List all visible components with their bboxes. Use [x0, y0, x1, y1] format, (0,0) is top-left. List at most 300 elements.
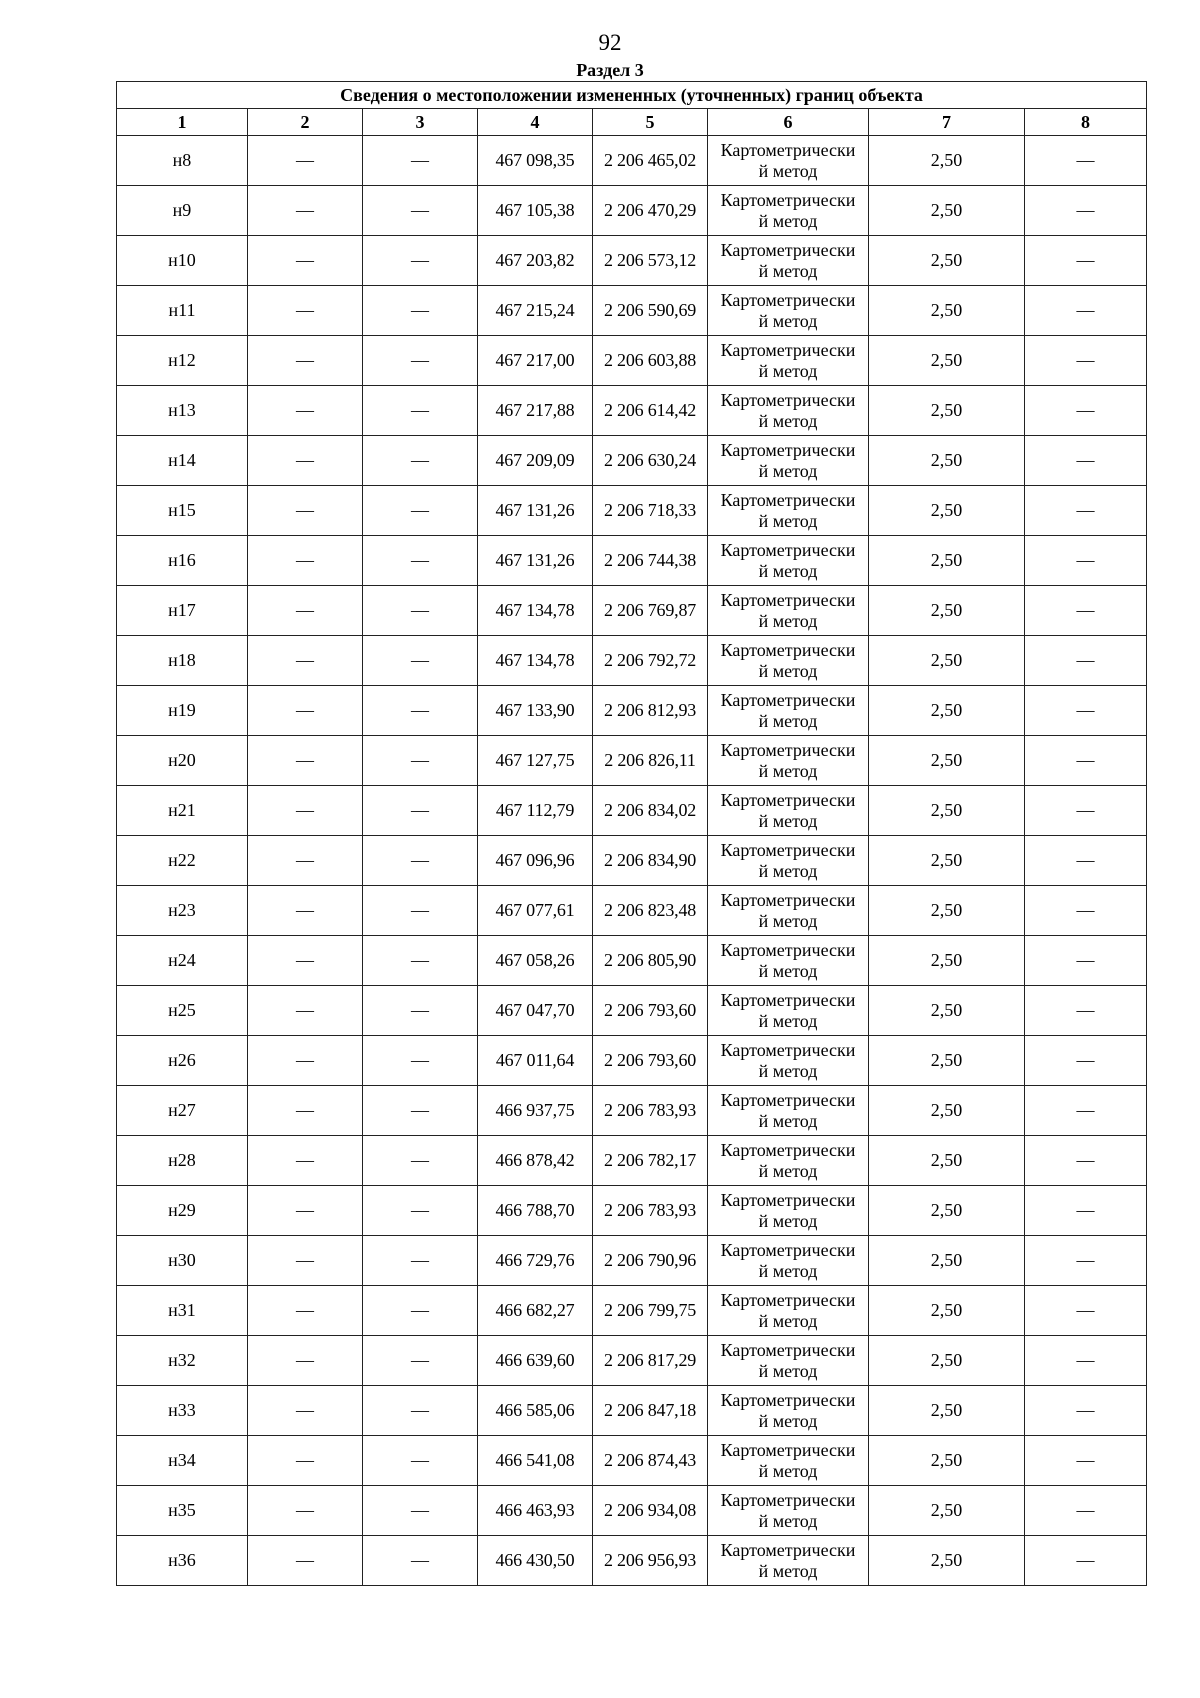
y-coordinate-cell: 2 206 817,29: [593, 1336, 708, 1386]
method-cell: [708, 1036, 869, 1086]
y-coordinate-cell: 2 206 812,93: [593, 686, 708, 736]
method-line-1: Картометрически: [720, 789, 856, 810]
method-line-1: Картометрически: [720, 1489, 856, 1510]
table-row: [117, 636, 1147, 686]
col2-cell: —: [248, 286, 363, 336]
col2-cell: —: [248, 586, 363, 636]
column-header-2: 2: [248, 109, 363, 136]
y-coordinate-cell: 2 206 630,24: [593, 436, 708, 486]
col3-cell: —: [363, 186, 478, 236]
method-line-2: й метод: [758, 1060, 818, 1081]
accuracy-cell: 2,50: [869, 1436, 1025, 1486]
point-id-cell: н35: [117, 1486, 248, 1536]
x-coordinate-cell: 467 047,70: [478, 986, 593, 1036]
col2-cell: —: [248, 1086, 363, 1136]
table-row: [117, 236, 1147, 286]
method-cell: [708, 1436, 869, 1486]
method-line-1: Картометрически: [720, 1139, 856, 1160]
column-header-8: 8: [1025, 109, 1147, 136]
y-coordinate-cell: 2 206 465,02: [593, 136, 708, 186]
method-line-2: й метод: [758, 1560, 818, 1581]
method-line-2: й метод: [758, 760, 818, 781]
col8-cell: —: [1025, 1536, 1147, 1586]
accuracy-cell: 2,50: [869, 636, 1025, 686]
col2-cell: —: [248, 236, 363, 286]
table-row: [117, 1236, 1147, 1286]
accuracy-cell: 2,50: [869, 686, 1025, 736]
method-line-2: й метод: [758, 910, 818, 931]
accuracy-cell: 2,50: [869, 736, 1025, 786]
table-row: [117, 386, 1147, 436]
method-line-2: й метод: [758, 360, 818, 381]
col8-cell: —: [1025, 686, 1147, 736]
method-line-2: й метод: [758, 610, 818, 631]
table-row: [117, 1186, 1147, 1236]
x-coordinate-cell: 467 077,61: [478, 886, 593, 936]
column-header-6: 6: [708, 109, 869, 136]
accuracy-cell: 2,50: [869, 386, 1025, 436]
x-coordinate-cell: 467 134,78: [478, 586, 593, 636]
table-row: [117, 786, 1147, 836]
point-id-cell: н11: [117, 286, 248, 336]
accuracy-cell: 2,50: [869, 186, 1025, 236]
method-line-2: й метод: [758, 1260, 818, 1281]
point-id-cell: н25: [117, 986, 248, 1036]
accuracy-cell: 2,50: [869, 1536, 1025, 1586]
method-line-2: й метод: [758, 660, 818, 681]
accuracy-cell: 2,50: [869, 1086, 1025, 1136]
col8-cell: —: [1025, 1136, 1147, 1186]
method-cell: [708, 1236, 869, 1286]
accuracy-cell: 2,50: [869, 1486, 1025, 1536]
point-id-cell: н8: [117, 136, 248, 186]
table-row: [117, 886, 1147, 936]
table-row: [117, 586, 1147, 636]
col8-cell: —: [1025, 1336, 1147, 1386]
x-coordinate-cell: 466 937,75: [478, 1086, 593, 1136]
method-line-2: й метод: [758, 260, 818, 281]
col2-cell: —: [248, 186, 363, 236]
col8-cell: —: [1025, 1086, 1147, 1136]
method-cell: [708, 1486, 869, 1536]
col8-cell: —: [1025, 1486, 1147, 1536]
x-coordinate-cell: 466 729,76: [478, 1236, 593, 1286]
column-header-1: 1: [117, 109, 248, 136]
col3-cell: —: [363, 936, 478, 986]
method-line-1: Картометрически: [720, 339, 856, 360]
table-row: [117, 986, 1147, 1036]
method-line-1: Картометрически: [720, 439, 856, 460]
x-coordinate-cell: 467 215,24: [478, 286, 593, 336]
y-coordinate-cell: 2 206 793,60: [593, 1036, 708, 1086]
method-line-2: й метод: [758, 210, 818, 231]
point-id-cell: н27: [117, 1086, 248, 1136]
method-cell: [708, 386, 869, 436]
accuracy-cell: 2,50: [869, 1286, 1025, 1336]
col2-cell: —: [248, 1236, 363, 1286]
method-line-2: й метод: [758, 1460, 818, 1481]
col3-cell: —: [363, 836, 478, 886]
y-coordinate-cell: 2 206 799,75: [593, 1286, 708, 1336]
accuracy-cell: 2,50: [869, 786, 1025, 836]
col8-cell: —: [1025, 1286, 1147, 1336]
col8-cell: —: [1025, 1236, 1147, 1286]
x-coordinate-cell: 466 430,50: [478, 1536, 593, 1586]
point-id-cell: н33: [117, 1386, 248, 1436]
x-coordinate-cell: 467 131,26: [478, 536, 593, 586]
col3-cell: —: [363, 1136, 478, 1186]
x-coordinate-cell: 467 096,96: [478, 836, 593, 886]
accuracy-cell: 2,50: [869, 1136, 1025, 1186]
col3-cell: —: [363, 1036, 478, 1086]
col8-cell: —: [1025, 986, 1147, 1036]
method-line-1: Картометрически: [720, 689, 856, 710]
col3-cell: —: [363, 136, 478, 186]
method-cell: [708, 1536, 869, 1586]
table-row: [117, 1136, 1147, 1186]
method-line-2: й метод: [758, 310, 818, 331]
x-coordinate-cell: 467 105,38: [478, 186, 593, 236]
y-coordinate-cell: 2 206 805,90: [593, 936, 708, 986]
col3-cell: —: [363, 1486, 478, 1536]
method-cell: [708, 986, 869, 1036]
method-line-1: Картометрически: [720, 739, 856, 760]
y-coordinate-cell: 2 206 744,38: [593, 536, 708, 586]
method-line-2: й метод: [758, 1010, 818, 1031]
col3-cell: —: [363, 1186, 478, 1236]
accuracy-cell: 2,50: [869, 536, 1025, 586]
method-line-2: й метод: [758, 410, 818, 431]
x-coordinate-cell: 467 209,09: [478, 436, 593, 486]
column-header-3: 3: [363, 109, 478, 136]
col8-cell: —: [1025, 536, 1147, 586]
col3-cell: —: [363, 336, 478, 386]
method-line-1: Картометрически: [720, 1039, 856, 1060]
point-id-cell: н34: [117, 1436, 248, 1486]
x-coordinate-cell: 466 788,70: [478, 1186, 593, 1236]
col8-cell: —: [1025, 586, 1147, 636]
table-row: [117, 936, 1147, 986]
col8-cell: —: [1025, 336, 1147, 386]
method-line-2: й метод: [758, 1360, 818, 1381]
table-row: [117, 1286, 1147, 1336]
method-cell: [708, 436, 869, 486]
col2-cell: —: [248, 936, 363, 986]
table-caption-row: [117, 82, 1147, 109]
y-coordinate-cell: 2 206 826,11: [593, 736, 708, 786]
y-coordinate-cell: 2 206 847,18: [593, 1386, 708, 1436]
col3-cell: —: [363, 1536, 478, 1586]
col3-cell: —: [363, 586, 478, 636]
col2-cell: —: [248, 986, 363, 1036]
col2-cell: —: [248, 1186, 363, 1236]
point-id-cell: н28: [117, 1136, 248, 1186]
col8-cell: —: [1025, 436, 1147, 486]
point-id-cell: н21: [117, 786, 248, 836]
col8-cell: —: [1025, 386, 1147, 436]
section-title: Раздел 3: [576, 60, 644, 80]
col2-cell: —: [248, 436, 363, 486]
col3-cell: —: [363, 1086, 478, 1136]
point-id-cell: н20: [117, 736, 248, 786]
accuracy-cell: 2,50: [869, 586, 1025, 636]
col3-cell: —: [363, 886, 478, 936]
coordinates-table: [116, 81, 1147, 1586]
y-coordinate-cell: 2 206 718,33: [593, 486, 708, 536]
accuracy-cell: 2,50: [869, 836, 1025, 886]
method-line-2: й метод: [758, 460, 818, 481]
method-line-1: Картометрически: [720, 489, 856, 510]
x-coordinate-cell: 467 127,75: [478, 736, 593, 786]
y-coordinate-cell: 2 206 782,17: [593, 1136, 708, 1186]
col2-cell: —: [248, 1136, 363, 1186]
col8-cell: —: [1025, 836, 1147, 886]
method-line-1: Картометрически: [720, 1389, 856, 1410]
y-coordinate-cell: 2 206 956,93: [593, 1536, 708, 1586]
col2-cell: —: [248, 136, 363, 186]
col2-cell: —: [248, 536, 363, 586]
col8-cell: —: [1025, 886, 1147, 936]
point-id-cell: н15: [117, 486, 248, 536]
point-id-cell: н17: [117, 586, 248, 636]
method-cell: [708, 636, 869, 686]
method-cell: [708, 1086, 869, 1136]
method-cell: [708, 736, 869, 786]
method-line-1: Картометрически: [720, 139, 856, 160]
table-row: [117, 286, 1147, 336]
col2-cell: —: [248, 736, 363, 786]
point-id-cell: н23: [117, 886, 248, 936]
table-body: [117, 136, 1147, 1586]
accuracy-cell: 2,50: [869, 1236, 1025, 1286]
col2-cell: —: [248, 636, 363, 686]
x-coordinate-cell: 467 217,88: [478, 386, 593, 436]
col8-cell: —: [1025, 786, 1147, 836]
col2-cell: —: [248, 486, 363, 536]
method-line-2: й метод: [758, 1310, 818, 1331]
point-id-cell: н24: [117, 936, 248, 986]
y-coordinate-cell: 2 206 590,69: [593, 286, 708, 336]
point-id-cell: н18: [117, 636, 248, 686]
col8-cell: —: [1025, 486, 1147, 536]
method-line-2: й метод: [758, 810, 818, 831]
accuracy-cell: 2,50: [869, 236, 1025, 286]
x-coordinate-cell: 467 217,00: [478, 336, 593, 386]
point-id-cell: н9: [117, 186, 248, 236]
point-id-cell: н22: [117, 836, 248, 886]
y-coordinate-cell: 2 206 834,90: [593, 836, 708, 886]
y-coordinate-cell: 2 206 783,93: [593, 1086, 708, 1136]
method-cell: [708, 836, 869, 886]
column-header-row: [117, 109, 1147, 136]
col8-cell: —: [1025, 1036, 1147, 1086]
method-line-2: й метод: [758, 1410, 818, 1431]
x-coordinate-cell: 466 878,42: [478, 1136, 593, 1186]
y-coordinate-cell: 2 206 792,72: [593, 636, 708, 686]
col3-cell: —: [363, 486, 478, 536]
table-row: [117, 1336, 1147, 1386]
accuracy-cell: 2,50: [869, 486, 1025, 536]
col3-cell: —: [363, 1436, 478, 1486]
method-line-2: й метод: [758, 1210, 818, 1231]
method-line-1: Картометрически: [720, 1289, 856, 1310]
col3-cell: —: [363, 1236, 478, 1286]
point-id-cell: н16: [117, 536, 248, 586]
method-line-1: Картометрически: [720, 839, 856, 860]
table-row: [117, 736, 1147, 786]
accuracy-cell: 2,50: [869, 336, 1025, 386]
accuracy-cell: 2,50: [869, 886, 1025, 936]
col3-cell: —: [363, 786, 478, 836]
method-line-1: Картометрически: [720, 389, 856, 410]
y-coordinate-cell: 2 206 793,60: [593, 986, 708, 1036]
method-cell: [708, 786, 869, 836]
col3-cell: —: [363, 1386, 478, 1436]
y-coordinate-cell: 2 206 874,43: [593, 1436, 708, 1486]
method-line-2: й метод: [758, 1160, 818, 1181]
y-coordinate-cell: 2 206 573,12: [593, 236, 708, 286]
table-row: [117, 836, 1147, 886]
x-coordinate-cell: 467 011,64: [478, 1036, 593, 1086]
point-id-cell: н29: [117, 1186, 248, 1236]
col2-cell: —: [248, 686, 363, 736]
x-coordinate-cell: 466 463,93: [478, 1486, 593, 1536]
y-coordinate-cell: 2 206 934,08: [593, 1486, 708, 1536]
x-coordinate-cell: 467 203,82: [478, 236, 593, 286]
table-caption: Сведения о местоположении измененных (уточненных) границ объекта: [117, 82, 1147, 109]
x-coordinate-cell: 466 541,08: [478, 1436, 593, 1486]
column-header-4: 4: [478, 109, 593, 136]
method-line-1: Картометрически: [720, 289, 856, 310]
method-cell: [708, 1386, 869, 1436]
col3-cell: —: [363, 386, 478, 436]
method-line-1: Картометрически: [720, 1089, 856, 1110]
col2-cell: —: [248, 886, 363, 936]
method-line-1: Картометрически: [720, 939, 856, 960]
col3-cell: —: [363, 1286, 478, 1336]
method-cell: [708, 936, 869, 986]
col2-cell: —: [248, 1036, 363, 1086]
accuracy-cell: 2,50: [869, 136, 1025, 186]
column-header-5: 5: [593, 109, 708, 136]
point-id-cell: н36: [117, 1536, 248, 1586]
col2-cell: —: [248, 1536, 363, 1586]
accuracy-cell: 2,50: [869, 1036, 1025, 1086]
accuracy-cell: 2,50: [869, 286, 1025, 336]
table-row: [117, 1036, 1147, 1086]
table-row: [117, 1536, 1147, 1586]
y-coordinate-cell: 2 206 470,29: [593, 186, 708, 236]
col8-cell: —: [1025, 736, 1147, 786]
method-line-2: й метод: [758, 1510, 818, 1531]
col3-cell: —: [363, 286, 478, 336]
col8-cell: —: [1025, 1436, 1147, 1486]
method-line-1: Картометрически: [720, 189, 856, 210]
y-coordinate-cell: 2 206 769,87: [593, 586, 708, 636]
x-coordinate-cell: 467 131,26: [478, 486, 593, 536]
column-header-7: 7: [869, 109, 1025, 136]
method-line-1: Картометрически: [720, 1339, 856, 1360]
point-id-cell: н10: [117, 236, 248, 286]
col8-cell: —: [1025, 1386, 1147, 1436]
method-cell: [708, 1336, 869, 1386]
table-row: [117, 486, 1147, 536]
method-line-2: й метод: [758, 710, 818, 731]
col8-cell: —: [1025, 636, 1147, 686]
table-row: [117, 136, 1147, 186]
col8-cell: —: [1025, 236, 1147, 286]
y-coordinate-cell: 2 206 823,48: [593, 886, 708, 936]
method-line-1: Картометрически: [720, 539, 856, 560]
point-id-cell: н13: [117, 386, 248, 436]
col8-cell: —: [1025, 936, 1147, 986]
accuracy-cell: 2,50: [869, 436, 1025, 486]
y-coordinate-cell: 2 206 614,42: [593, 386, 708, 436]
page-number: 92: [598, 30, 622, 55]
point-id-cell: н14: [117, 436, 248, 486]
table-row: [117, 336, 1147, 386]
x-coordinate-cell: 467 112,79: [478, 786, 593, 836]
method-line-1: Картометрически: [720, 1189, 856, 1210]
method-cell: [708, 886, 869, 936]
col2-cell: —: [248, 1336, 363, 1386]
col3-cell: —: [363, 536, 478, 586]
method-cell: [708, 586, 869, 636]
point-id-cell: н19: [117, 686, 248, 736]
col3-cell: —: [363, 1336, 478, 1386]
method-line-2: й метод: [758, 160, 818, 181]
method-line-2: й метод: [758, 560, 818, 581]
method-line-2: й метод: [758, 1110, 818, 1131]
method-line-2: й метод: [758, 510, 818, 531]
col8-cell: —: [1025, 286, 1147, 336]
method-cell: [708, 1286, 869, 1336]
col8-cell: —: [1025, 136, 1147, 186]
col2-cell: —: [248, 386, 363, 436]
x-coordinate-cell: 467 133,90: [478, 686, 593, 736]
table-row: [117, 436, 1147, 486]
y-coordinate-cell: 2 206 603,88: [593, 336, 708, 386]
method-cell: [708, 686, 869, 736]
col2-cell: —: [248, 1386, 363, 1436]
table-row: [117, 1486, 1147, 1536]
x-coordinate-cell: 467 098,35: [478, 136, 593, 186]
x-coordinate-cell: 466 585,06: [478, 1386, 593, 1436]
method-line-1: Картометрически: [720, 639, 856, 660]
method-cell: [708, 1136, 869, 1186]
y-coordinate-cell: 2 206 834,02: [593, 786, 708, 836]
method-cell: [708, 236, 869, 286]
method-line-1: Картометрически: [720, 1439, 856, 1460]
method-line-1: Картометрически: [720, 889, 856, 910]
col3-cell: —: [363, 436, 478, 486]
table-row: [117, 1386, 1147, 1436]
col8-cell: —: [1025, 1186, 1147, 1236]
method-line-1: Картометрически: [720, 1239, 856, 1260]
table-row: [117, 686, 1147, 736]
col2-cell: —: [248, 786, 363, 836]
point-id-cell: н30: [117, 1236, 248, 1286]
method-line-1: Картометрически: [720, 989, 856, 1010]
table-row: [117, 536, 1147, 586]
accuracy-cell: 2,50: [869, 1336, 1025, 1386]
point-id-cell: н12: [117, 336, 248, 386]
x-coordinate-cell: 467 134,78: [478, 636, 593, 686]
x-coordinate-cell: 467 058,26: [478, 936, 593, 986]
y-coordinate-cell: 2 206 790,96: [593, 1236, 708, 1286]
table-row: [117, 1086, 1147, 1136]
col2-cell: —: [248, 1286, 363, 1336]
